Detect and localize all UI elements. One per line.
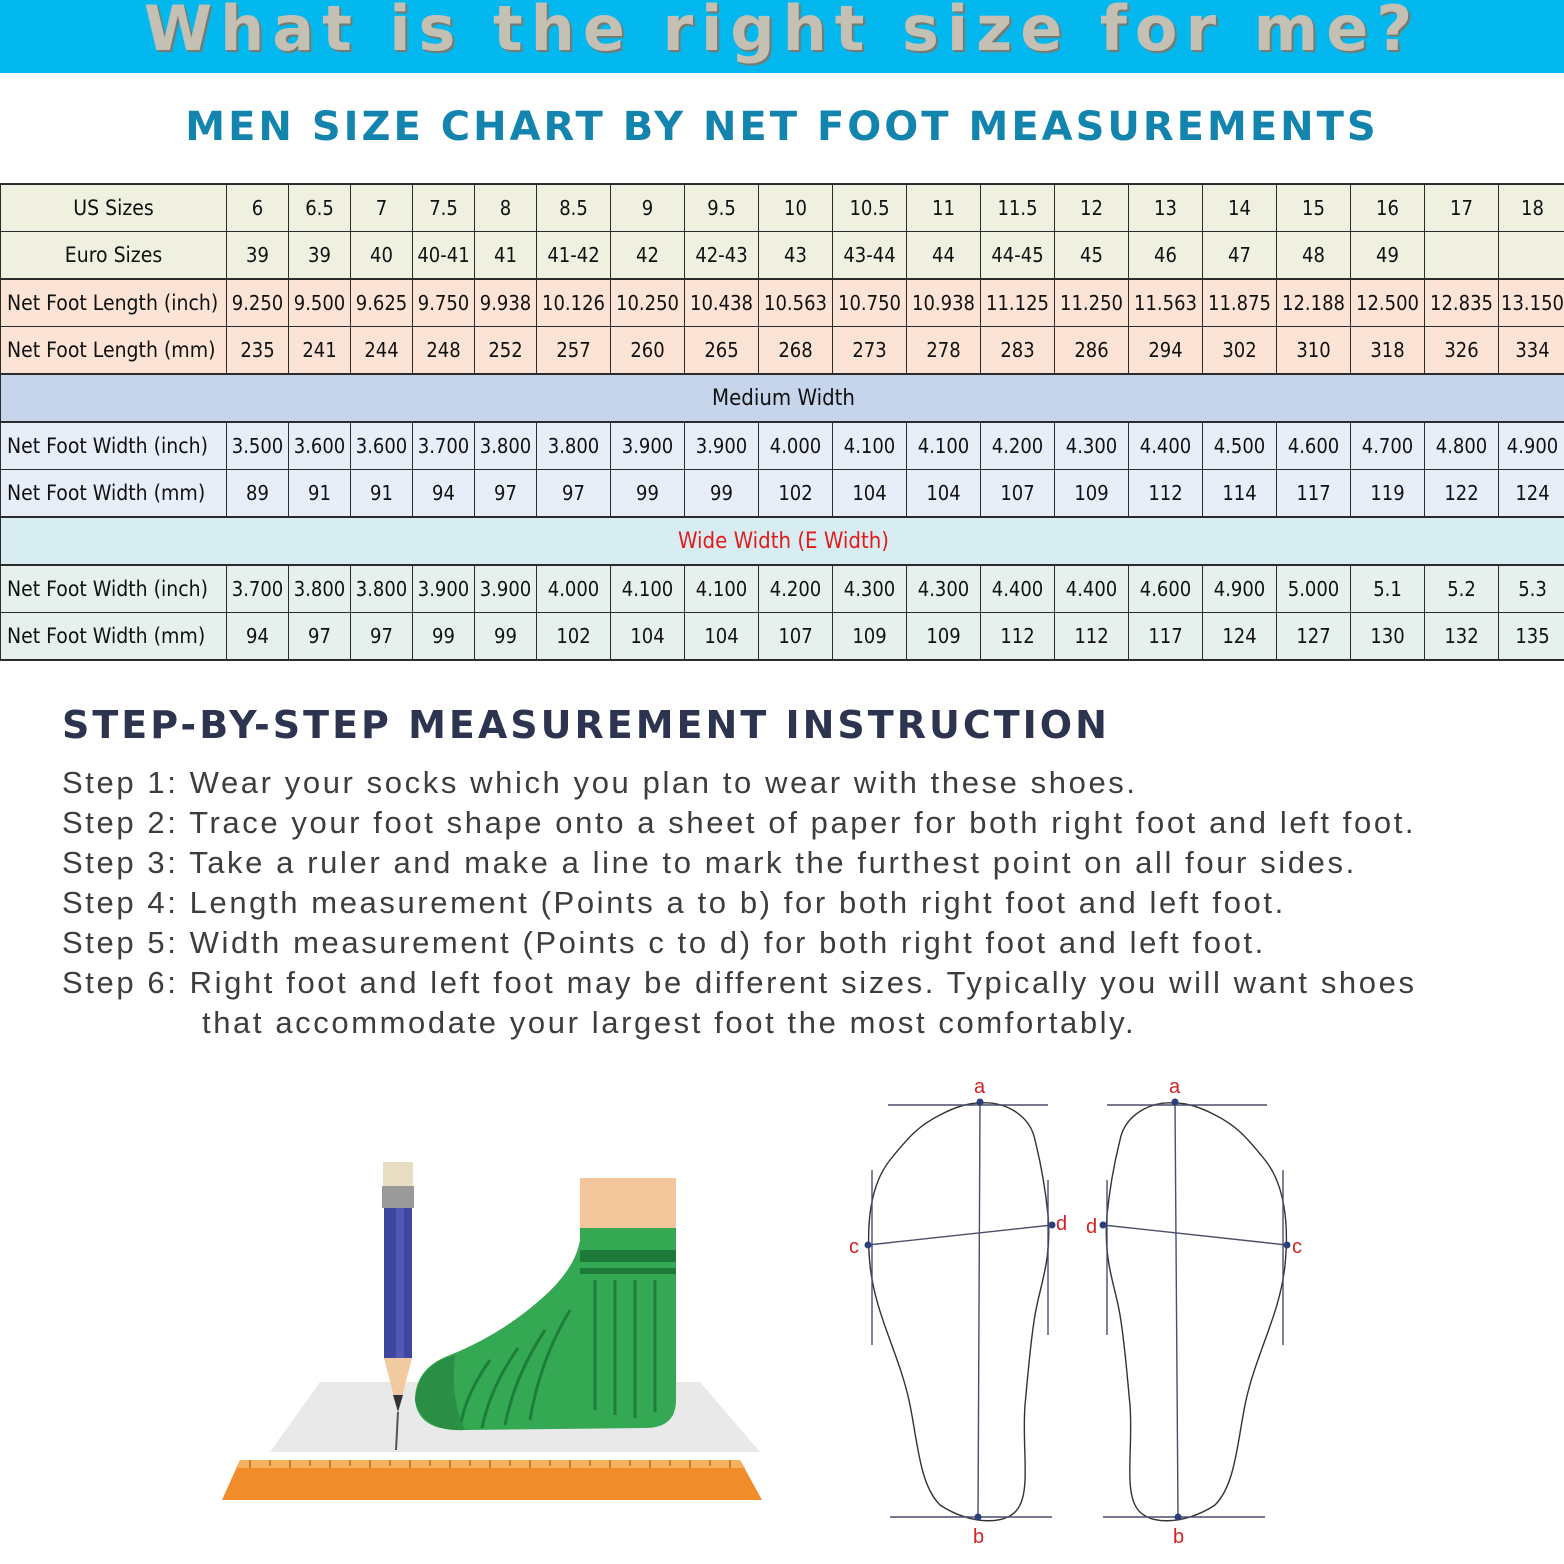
- table-cell: 9.938: [475, 279, 537, 327]
- table-cell: 130: [1351, 613, 1425, 661]
- table-cell: 99: [685, 470, 759, 518]
- table-cell: 40: [351, 232, 413, 280]
- table-cell: 8: [475, 184, 537, 232]
- table-cell: 252: [475, 327, 537, 375]
- table-cell: 109: [833, 613, 907, 661]
- table-cell: 49: [1351, 232, 1425, 280]
- ruler-icon: [222, 1460, 762, 1500]
- step-5: Step 5: Width measurement (Points c to d) for both right foot and left foot.: [62, 925, 1266, 960]
- table-cell: 11.5: [981, 184, 1055, 232]
- table-cell: 4.700: [1351, 422, 1425, 470]
- table-cell: 102: [759, 470, 833, 518]
- row-label: Net Foot Width (inch): [1, 565, 227, 613]
- row-label: US Sizes: [1, 184, 227, 232]
- table-cell: 13: [1129, 184, 1203, 232]
- table-cell: 248: [413, 327, 475, 375]
- table-cell: 4.000: [537, 565, 611, 613]
- table-cell: 124: [1499, 470, 1564, 518]
- table-cell: 260: [611, 327, 685, 375]
- table-cell: 6: [227, 184, 289, 232]
- row-label: Net Foot Width (inch): [1, 422, 227, 470]
- table-cell: 283: [981, 327, 1055, 375]
- row-label: Net Foot Width (mm): [1, 613, 227, 661]
- table-cell: 104: [685, 613, 759, 661]
- table-cell: 39: [227, 232, 289, 280]
- table-cell: 117: [1129, 613, 1203, 661]
- table-cell: 104: [907, 470, 981, 518]
- table-cell: 3.600: [351, 422, 413, 470]
- table-cell: 7: [351, 184, 413, 232]
- table-cell: 97: [289, 613, 351, 661]
- table-cell: 43: [759, 232, 833, 280]
- table-cell: 241: [289, 327, 351, 375]
- step-3: Step 3: Take a ruler and make a line to mark the furthest point on all four sides.: [62, 845, 1357, 880]
- table-cell: 89: [227, 470, 289, 518]
- table-cell: 3.800: [475, 422, 537, 470]
- table-cell: 119: [1351, 470, 1425, 518]
- point-b-label: b: [973, 1526, 985, 1548]
- table-cell: 42: [611, 232, 685, 280]
- table-cell: 97: [475, 470, 537, 518]
- table-cell: 39: [289, 232, 351, 280]
- table-cell: 4.100: [833, 422, 907, 470]
- table-cell: 12.500: [1351, 279, 1425, 327]
- table-cell: 132: [1425, 613, 1499, 661]
- wide-width-mm-row: [1, 613, 1564, 661]
- table-cell: 11.875: [1203, 279, 1277, 327]
- table-cell: 127: [1277, 613, 1351, 661]
- point-c-label: c: [1292, 1236, 1302, 1258]
- step-1: Step 1: Wear your socks which you plan to wear with these shoes.: [62, 765, 1138, 800]
- table-cell: 244: [351, 327, 413, 375]
- table-cell: 9: [611, 184, 685, 232]
- table-cell: 3.800: [537, 422, 611, 470]
- table-cell: 9.750: [413, 279, 475, 327]
- table-cell: 6.5: [289, 184, 351, 232]
- table-cell: 10.938: [907, 279, 981, 327]
- table-cell: 4.800: [1425, 422, 1499, 470]
- table-cell: 91: [351, 470, 413, 518]
- row-label: Net Foot Width (mm): [1, 470, 227, 518]
- table-cell: 9.250: [227, 279, 289, 327]
- table-cell: 9.625: [351, 279, 413, 327]
- table-cell: 99: [413, 613, 475, 661]
- ankle-skin: [580, 1178, 676, 1228]
- table-cell: 10.5: [833, 184, 907, 232]
- table-cell: 3.700: [227, 565, 289, 613]
- table-cell: 4.400: [1129, 422, 1203, 470]
- table-cell: 11.125: [981, 279, 1055, 327]
- table-cell: 9.500: [289, 279, 351, 327]
- table-cell: 3.900: [685, 422, 759, 470]
- table-cell: 102: [537, 613, 611, 661]
- wide-width-inch-row: [1, 565, 1564, 613]
- table-cell: 268: [759, 327, 833, 375]
- table-cell: 10.250: [611, 279, 685, 327]
- table-cell: 12: [1055, 184, 1129, 232]
- table-cell: 5.1: [1351, 565, 1425, 613]
- left-foot-points: [865, 1099, 1056, 1521]
- table-cell: 286: [1055, 327, 1129, 375]
- table-cell: 42-43: [685, 232, 759, 280]
- table-cell: 5.3: [1499, 565, 1564, 613]
- point-c-label: c: [849, 1236, 859, 1258]
- table-cell: 4.100: [611, 565, 685, 613]
- table-cell: 107: [981, 470, 1055, 518]
- table-cell: 41: [475, 232, 537, 280]
- table-cell: 107: [759, 613, 833, 661]
- left-foot-outline: [869, 1103, 1049, 1521]
- instructions-heading: STEP-BY-STEP MEASUREMENT INSTRUCTION: [62, 703, 1110, 747]
- table-cell: 112: [1055, 613, 1129, 661]
- table-cell: 91: [289, 470, 351, 518]
- table-cell: 3.800: [351, 565, 413, 613]
- point-a-label: a: [1169, 1076, 1181, 1098]
- table-cell: 294: [1129, 327, 1203, 375]
- table-cell: 124: [1203, 613, 1277, 661]
- table-cell: 48: [1277, 232, 1351, 280]
- table-cell: 11.250: [1055, 279, 1129, 327]
- table-cell: 235: [227, 327, 289, 375]
- banner-title: What is the right size for me?: [143, 0, 1421, 65]
- left-foot-labels: [849, 1076, 1067, 1548]
- table-cell: 278: [907, 327, 981, 375]
- table-cell: 45: [1055, 232, 1129, 280]
- point-a-label: a: [974, 1076, 986, 1098]
- table-cell: 310: [1277, 327, 1351, 375]
- table-cell: 11: [907, 184, 981, 232]
- table-cell: 94: [227, 613, 289, 661]
- table-cell: 265: [685, 327, 759, 375]
- table-cell: 3.800: [289, 565, 351, 613]
- length-mm-row: [1, 327, 1564, 375]
- length-inch-row: [1, 279, 1564, 327]
- title-banner: [0, 0, 1564, 73]
- step-6: Step 6: Right foot and left foot may be different sizes. Typically you will want shoes: [62, 965, 1417, 1000]
- table-cell: 97: [351, 613, 413, 661]
- table-cell: [1425, 232, 1499, 280]
- table-cell: 104: [833, 470, 907, 518]
- table-cell: 13.150: [1499, 279, 1564, 327]
- table-cell: 5.000: [1277, 565, 1351, 613]
- point-d-label: d: [1086, 1216, 1098, 1238]
- table-cell: 41-42: [537, 232, 611, 280]
- table-cell: 122: [1425, 470, 1499, 518]
- us-sizes-row: [1, 184, 1564, 232]
- table-cell: 114: [1203, 470, 1277, 518]
- table-cell: 12.188: [1277, 279, 1351, 327]
- table-cell: 104: [611, 613, 685, 661]
- table-cell: 4.100: [907, 422, 981, 470]
- table-cell: 4.500: [1203, 422, 1277, 470]
- foot-tracing-illustration: [200, 1150, 790, 1510]
- table-cell: 4.600: [1277, 422, 1351, 470]
- row-label: Net Foot Length (inch): [1, 279, 227, 327]
- step-6-continued: that accommodate your largest foot the most comfortably.: [202, 1005, 1137, 1040]
- table-cell: 109: [1055, 470, 1129, 518]
- foot-measurement-diagram: [840, 1075, 1320, 1555]
- table-cell: 99: [475, 613, 537, 661]
- row-label: Net Foot Length (mm): [1, 327, 227, 375]
- table-cell: 10.438: [685, 279, 759, 327]
- table-cell: 94: [413, 470, 475, 518]
- table-cell: 117: [1277, 470, 1351, 518]
- table-cell: 4.000: [759, 422, 833, 470]
- point-b-label: b: [1173, 1526, 1185, 1548]
- table-cell: 40-41: [413, 232, 475, 280]
- table-cell: 318: [1351, 327, 1425, 375]
- table-cell: 18: [1499, 184, 1564, 232]
- table-cell: 3.900: [413, 565, 475, 613]
- table-cell: 4.900: [1203, 565, 1277, 613]
- step-2: Step 2: Trace your foot shape onto a sheet of paper for both right foot and left foot.: [62, 805, 1417, 840]
- wide-width-header-row: [1, 517, 1564, 565]
- table-cell: 10.750: [833, 279, 907, 327]
- table-cell: 326: [1425, 327, 1499, 375]
- chart-title: MEN SIZE CHART BY NET FOOT MEASUREMENTS: [185, 104, 1379, 150]
- table-cell: 16: [1351, 184, 1425, 232]
- table-cell: 97: [537, 470, 611, 518]
- table-cell: [1499, 232, 1564, 280]
- wide-width-label: Wide Width (E Width): [1, 517, 1564, 565]
- right-foot-outline: [1106, 1103, 1286, 1521]
- table-cell: 135: [1499, 613, 1564, 661]
- table-cell: 7.5: [413, 184, 475, 232]
- medium-width-inch-row: [1, 422, 1564, 470]
- table-cell: 334: [1499, 327, 1564, 375]
- table-cell: 3.700: [413, 422, 475, 470]
- table-cell: 46: [1129, 232, 1203, 280]
- table-cell: 47: [1203, 232, 1277, 280]
- table-cell: 4.300: [833, 565, 907, 613]
- table-cell: 3.600: [289, 422, 351, 470]
- table-cell: 257: [537, 327, 611, 375]
- euro-sizes-row: [1, 232, 1564, 280]
- medium-width-mm-row: [1, 470, 1564, 518]
- table-cell: 12.835: [1425, 279, 1499, 327]
- table-cell: 273: [833, 327, 907, 375]
- table-cell: 17: [1425, 184, 1499, 232]
- table-cell: 4.200: [759, 565, 833, 613]
- table-cell: 4.300: [907, 565, 981, 613]
- sock-icon: [415, 1228, 676, 1430]
- table-cell: 99: [611, 470, 685, 518]
- table-cell: 5.2: [1425, 565, 1499, 613]
- table-cell: 14: [1203, 184, 1277, 232]
- table-cell: 302: [1203, 327, 1277, 375]
- table-cell: 10: [759, 184, 833, 232]
- table-cell: 44: [907, 232, 981, 280]
- table-cell: 4.900: [1499, 422, 1564, 470]
- table-cell: 112: [1129, 470, 1203, 518]
- step-4: Step 4: Length measurement (Points a to b) for both right foot and left foot.: [62, 885, 1286, 920]
- table-cell: 11.563: [1129, 279, 1203, 327]
- table-cell: 44-45: [981, 232, 1055, 280]
- table-cell: 4.400: [1055, 565, 1129, 613]
- medium-width-label: Medium Width: [1, 374, 1564, 422]
- table-cell: 4.200: [981, 422, 1055, 470]
- instruction-steps: [62, 763, 1417, 1043]
- table-cell: 8.5: [537, 184, 611, 232]
- table-cell: 10.126: [537, 279, 611, 327]
- row-label: Euro Sizes: [1, 232, 227, 280]
- medium-width-header-row: [1, 374, 1564, 422]
- table-cell: 3.900: [611, 422, 685, 470]
- point-d-label: d: [1056, 1213, 1068, 1235]
- table-cell: 4.100: [685, 565, 759, 613]
- table-cell: 4.300: [1055, 422, 1129, 470]
- table-cell: 15: [1277, 184, 1351, 232]
- table-cell: 4.400: [981, 565, 1055, 613]
- table-cell: 3.500: [227, 422, 289, 470]
- table-cell: 4.600: [1129, 565, 1203, 613]
- right-foot-points: [1100, 1099, 1291, 1521]
- table-cell: 109: [907, 613, 981, 661]
- table-cell: 10.563: [759, 279, 833, 327]
- table-cell: 3.900: [475, 565, 537, 613]
- table-cell: 9.5: [685, 184, 759, 232]
- size-chart-table: [0, 183, 1564, 661]
- table-cell: 112: [981, 613, 1055, 661]
- table-cell: 43-44: [833, 232, 907, 280]
